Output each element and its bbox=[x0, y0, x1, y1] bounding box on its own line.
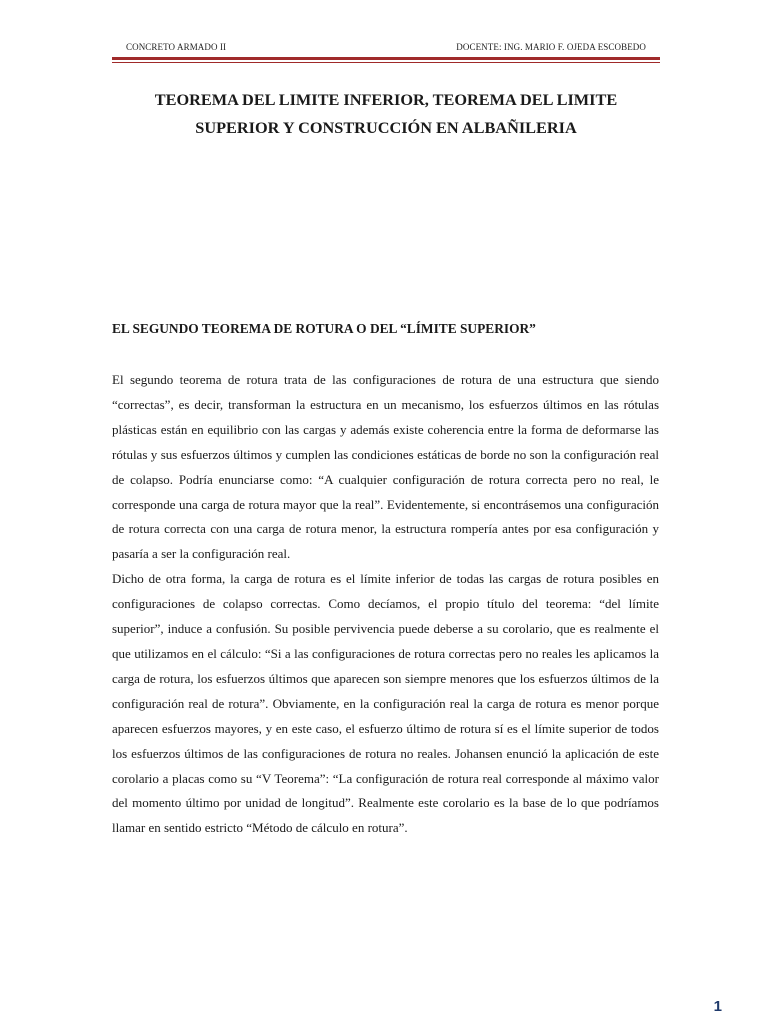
body-text bbox=[112, 368, 659, 841]
paragraph-1: El segundo teorema de rotura trata de las configuraciones de rotura de una estructura que siendo “correctas”, es decir, transforman la estructura en un mecanismo, los esfuerzos últimos en las rótulas plásticas están en equilibrio con las cargas y además existe coherencia entre la forma de deformarse las rótulas y sus esfuerzos últimos y cumplen las condiciones estáticas de borde no son la configuración real de colapso. Podría enunciarse como: “A cualquier configuración de rotura correcta pero no real, le corresponde una carga de rotura mayor que la real”. Evidentemente, si encontrásemos una configuración de rotura correcta con una carga de rotura menor, la estructura rompería antes por esa configuración y pasaría a ser la configuración real. bbox=[112, 372, 659, 562]
section-heading: EL SEGUNDO TEOREMA DE ROTURA O DEL “LÍMITE SUPERIOR” bbox=[112, 321, 536, 336]
header-instructor: DOCENTE: ING. MARIO F. OJEDA ESCOBEDO bbox=[456, 42, 646, 52]
paragraph-2: Dicho de otra forma, la carga de rotura es el límite inferior de todas las cargas de rotura posibles en configuraciones de colapso correctas. Como decíamos, el propio título del teorema: “del límite superior”, induce a confusión. Su posible pervivencia puede deberse a su corolario, que es realmente el que utilizamos en el cálculo: “Si a las configuraciones de rotura correctas pero no reales les aplicamos la carga de rotura, los esfuerzos últimos que aparecen son siempre menores que los esfuerzos últimos de la configuración real de rotura”. Obviamente, en la configuración real la carga de rotura es menor porque aparecen esfuerzos mayores, y en este caso, el esfuerzo último de rotura sí es el límite superior de todos los esfuerzos últimos de las configuraciones de rotura no reales. Johansen enunció la aplicación de este corolario a placas como su “V Teorema”: “La configuración de rotura real corresponde al máximo valor del momento último por unidad de longitud”. Realmente este corolario es la base de lo que podríamos llamar en sentido estricto “Método de cálculo en rotura”. bbox=[112, 571, 659, 836]
header-rule-thick bbox=[112, 57, 660, 60]
title-line-2: SUPERIOR Y CONSTRUCCIÓN EN ALBAÑILERIA bbox=[195, 118, 577, 137]
header-rule-thin bbox=[112, 62, 660, 63]
document-title bbox=[112, 86, 660, 142]
page-number: 1 bbox=[713, 998, 722, 1015]
page-header bbox=[126, 42, 646, 56]
title-line-1: TEOREMA DEL LIMITE INFERIOR, TEOREMA DEL LIMITE bbox=[154, 90, 618, 109]
header-course: CONCRETO ARMADO II bbox=[126, 42, 227, 52]
